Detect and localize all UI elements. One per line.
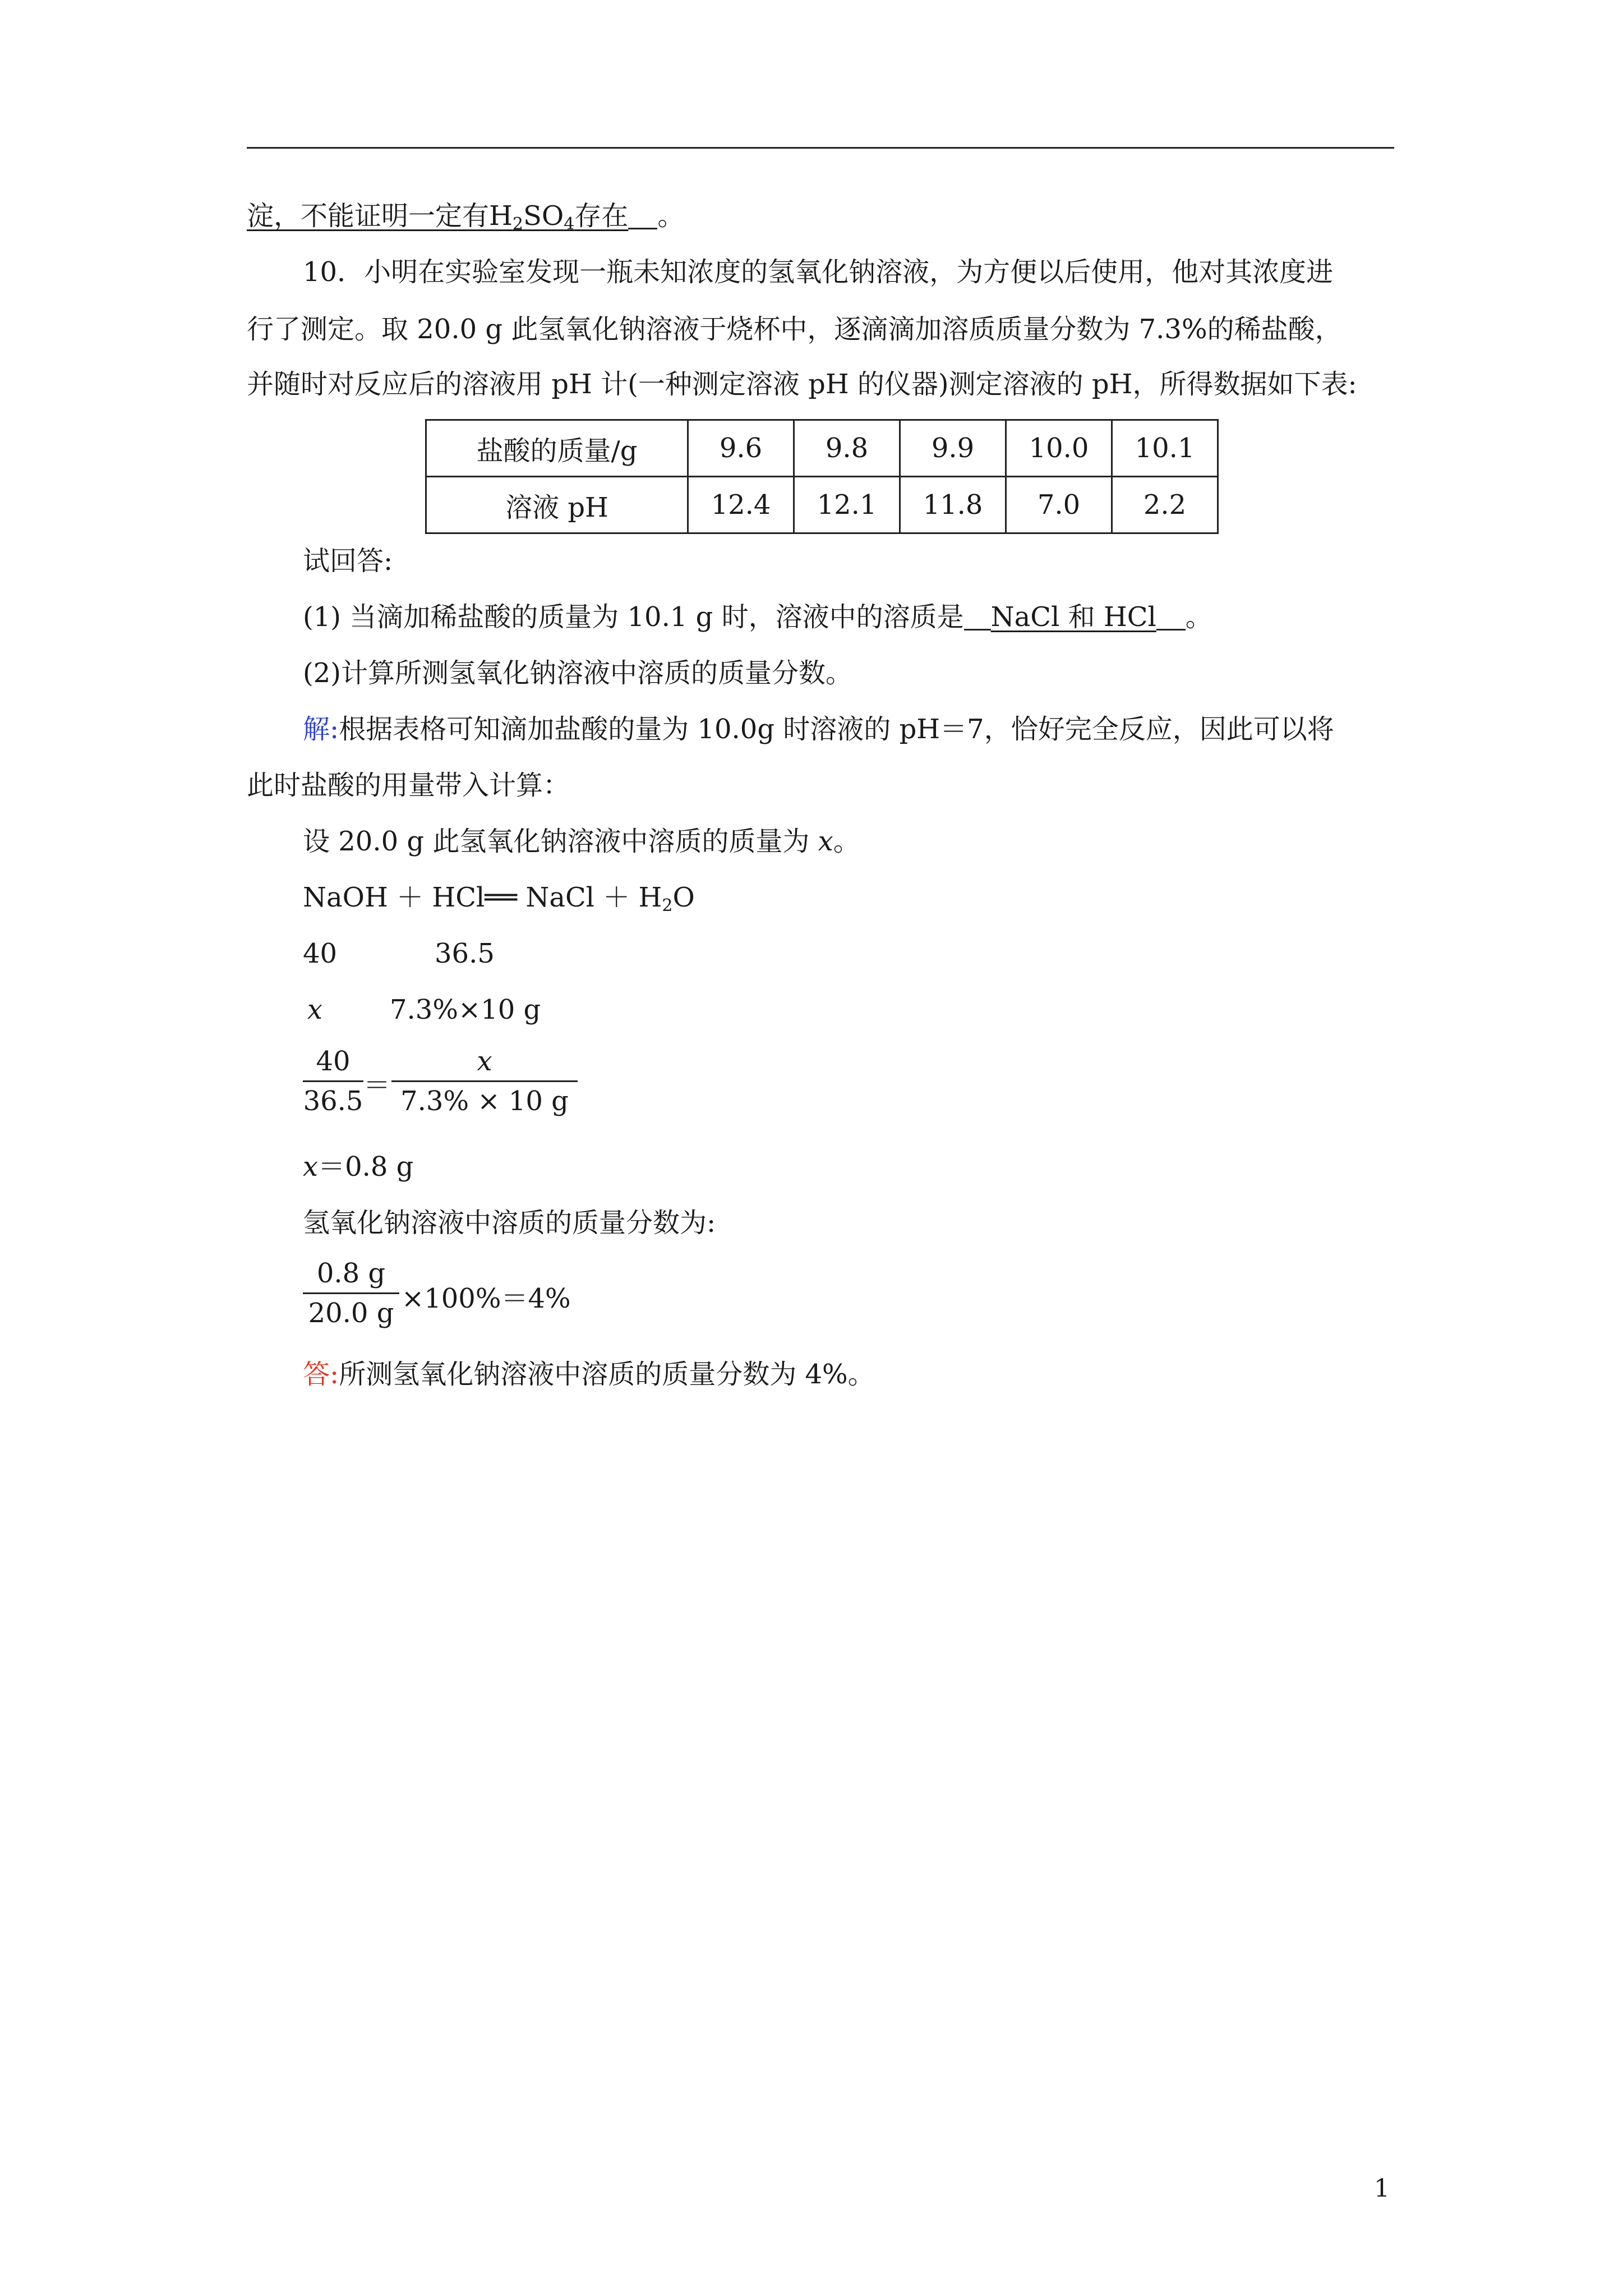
table-cell: 12.4 [688, 477, 794, 533]
table-cell: 10.1 [1112, 420, 1218, 477]
solution-label: 解: [303, 714, 339, 745]
question-10-line-2: 行了测定。取 20.0 g 此氢氧化钠溶液于烧杯中，逐滴滴加溶质质量分数为 7.3%的稀盐酸， [247, 314, 1342, 345]
data-table [425, 419, 1219, 534]
table-cell: 9.8 [794, 420, 900, 477]
unknown-mass: x [307, 994, 323, 1025]
page-number: 1 [1374, 2174, 1390, 2203]
mass-fraction: 0.8 g 20.0 g [303, 1257, 399, 1330]
table-header-cell: 盐酸的质量/g [426, 420, 688, 477]
table-row [426, 420, 1218, 477]
continued-text-line: 淀，不能证明一定有$H_2SO_4$存在 。 [247, 200, 685, 234]
molar-mass-naoh: 40 [303, 938, 338, 969]
table-cell: 9.6 [688, 420, 794, 477]
mass-fraction-label: 氢氧化钠溶液中溶质的质量分数为: [303, 1207, 716, 1239]
result-line: x＝0.8 g [303, 1151, 414, 1182]
header-rule [247, 147, 1394, 149]
question-10-line-3: 并随时对反应后的溶液用 pH 计(一种测定溶液 pH 的仪器)测定溶液的 pH，所得数据如下表: [247, 369, 1357, 400]
table-cell: 9.9 [900, 420, 1006, 477]
table-row [426, 477, 1218, 533]
equals-sign: ＝ [363, 1070, 391, 1101]
table-cell: 12.1 [794, 477, 900, 533]
question-10-line-1: 10．小明在实验室发现一瓶未知浓度的氢氧化钠溶液，为方便以后使用，他对其浓度进 [303, 256, 1334, 288]
hcl-mass: 7.3%×10 g [390, 994, 541, 1025]
solution-line-2: 此时盐酸的用量带入计算： [247, 770, 570, 801]
chemical-equation: NaOH ＋ HCl══ NaCl ＋ $H_2O$ [303, 882, 695, 915]
ratio-fraction-right: x 7.3% × 10 g [391, 1045, 578, 1118]
solution-assumption: 设 20.0 g 此氢氧化钠溶液中溶质的质量为 x。 [303, 826, 860, 857]
answer-label: 答: [303, 1359, 339, 1390]
answer-prompt: 试回答: [303, 545, 393, 577]
sub-question-2: (2)计算所测氢氧化钠溶液中溶质的质量分数。 [303, 657, 852, 689]
table-cell: 7.0 [1006, 477, 1112, 533]
answer-blank [628, 202, 657, 229]
solution-line-1: 解:根据表格可知滴加盐酸的量为 10.0g 时溶液的 pH＝7，恰好完全反应，因此可以将 [303, 714, 1334, 745]
sub-question-1: (1) 当滴加稀盐酸的质量为 10.1 g 时，溶液中的溶质是 NaCl 和 HCl 。 [303, 601, 1212, 633]
underlined-answer: 淀，不能证明一定有$H_2SO_4$存在 [247, 200, 629, 234]
table-cell: 11.8 [900, 477, 1006, 533]
table-cell: 2.2 [1112, 477, 1218, 533]
underlined-answer: NaCl 和 HCl [990, 601, 1156, 633]
table-cell: 10.0 [1006, 420, 1112, 477]
final-answer: 答:所测氢氧化钠溶液中溶质的质量分数为 4%。 [303, 1359, 875, 1390]
table-header-cell: 溶液 pH [426, 477, 688, 533]
percentage-calc: ×100%＝4% [402, 1283, 571, 1314]
molar-mass-hcl: 36.5 [435, 938, 495, 969]
ratio-fraction-left: 40 36.5 [303, 1046, 363, 1117]
